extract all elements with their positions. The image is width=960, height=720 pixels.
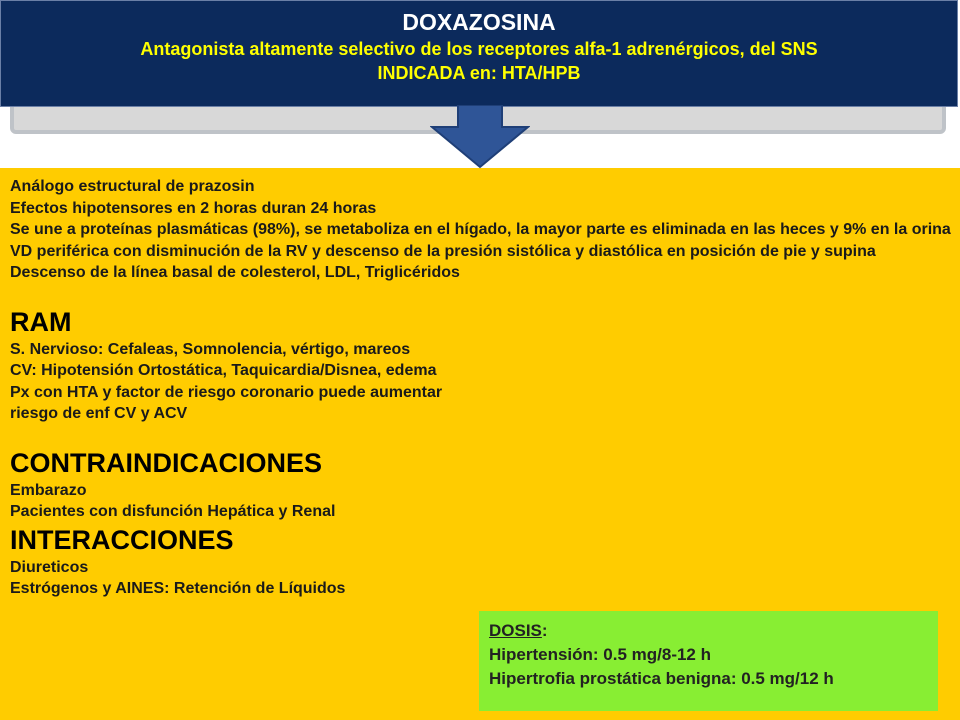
interaccion-item: Diureticos — [10, 558, 89, 576]
interaccion-item: Estrógenos y AINES: Retención de Líquidos — [10, 580, 346, 597]
interacciones-heading: INTERACCIONES — [10, 524, 234, 555]
dosis-title — [489, 619, 928, 643]
dosis-colon: : — [541, 621, 548, 640]
contraindicaciones-heading: CONTRAINDICACIONES — [10, 447, 323, 478]
desc-line: VD periférica con disminución de la RV y descenso de la presión sistólica y diastólica en posición de pie y supina — [10, 242, 876, 260]
down-arrow-icon — [430, 105, 530, 169]
spacer — [10, 425, 952, 446]
drug-indication: INDICADA en: HTA/HPB — [377, 63, 581, 83]
desc-line: Descenso de la línea basal de colesterol, LDL, Triglicéridos — [10, 264, 460, 281]
ram-item: Px con HTA y factor de riesgo coronario puede aumentar — [10, 383, 443, 401]
contraindicacion-item: Embarazo — [10, 481, 87, 499]
desc-line: Efectos hipotensores en 2 horas duran 24 horas — [10, 199, 377, 217]
dosis-label: DOSIS — [489, 621, 542, 640]
drug-info — [10, 176, 952, 600]
dosis-line: Hipertrofia prostática benigna: 0.5 mg/12 h — [489, 669, 834, 688]
spacer — [10, 284, 952, 305]
drug-title: DOXAZOSINA — [402, 9, 556, 35]
ram-item: riesgo de enf CV y ACV — [10, 405, 188, 422]
ram-item: S. Nervioso: Cefaleas, Somnolencia, vértigo, mareos — [10, 340, 411, 358]
dosis-line: Hipertensión: 0.5 mg/8-12 h — [489, 645, 711, 664]
desc-line: Análogo estructural de prazosin — [10, 178, 255, 195]
contraindicacion-item: Pacientes con disfunción Hepática y Renal — [10, 503, 336, 520]
dosis-box — [479, 611, 938, 711]
ram-item: CV: Hipotensión Ortostática, Taquicardia/Disnea, edema — [10, 362, 437, 379]
ram-heading: RAM — [10, 306, 72, 337]
title-banner — [0, 0, 958, 107]
desc-line: Se une a proteínas plasmáticas (98%), se metaboliza en el hígado, la mayor parte es eliminada en las heces y 9% en la orina — [10, 221, 951, 238]
drug-subtitle: Antagonista altamente selectivo de los receptores alfa-1 adrenérgicos, del SNS — [140, 39, 818, 59]
